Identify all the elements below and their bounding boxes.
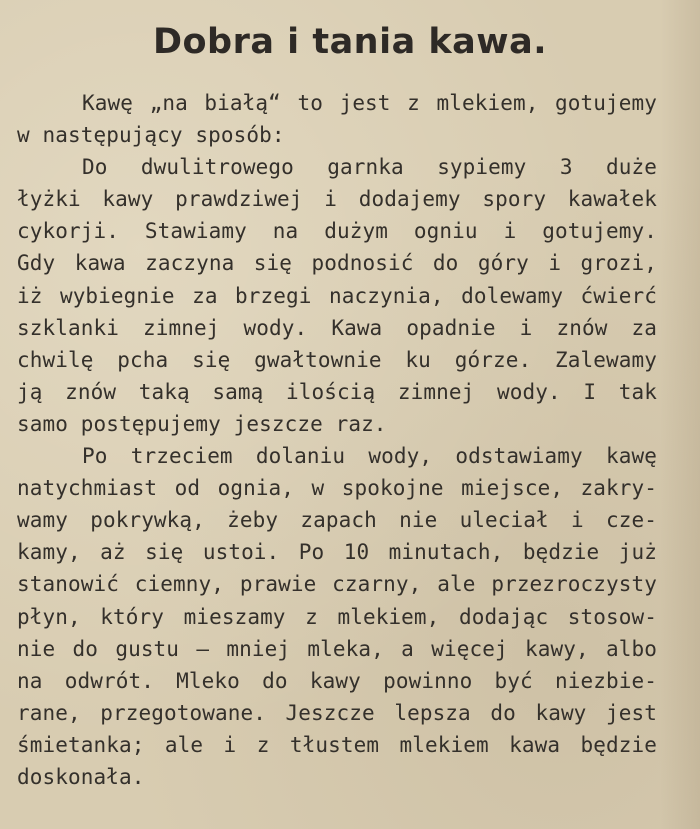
text-line: na odwrót. Mleko do kawy powinno być niezbie- [17,668,657,693]
article-body [17,87,657,793]
article-title: Dobra i tania kawa. [152,22,548,62]
text-line: natychmiast od ognia, w spokojne miejsce, zakry- [17,476,657,501]
text-line: płyn, który mieszamy z mlekiem, dodając stosow- [17,604,657,629]
text-line: Kawę „na białą“ to jest z mlekiem, gotujemy [82,91,657,115]
text-line: iż wybiegnie za brzegi naczynia, dolewamy ćwierć [17,283,657,308]
text-line: kamy, aż się ustoi. Po 10 minutach, będzie już [17,540,657,565]
text-line: chwilę pcha się gwałtownie ku górze. Zalewamy [17,347,657,372]
text-line: doskonała. [17,764,145,789]
text-line: w następujący sposób: [17,123,285,148]
text-line: śmietanka; ale i z tłustem mlekiem kawa będzie [17,732,657,757]
text-line: Gdy kawa zaczyna się podnosić do góry i grozi, [17,251,657,276]
text-line: łyżki kawy prawdziwej i dodajemy spory kawałek [17,187,657,212]
text-line: ją znów taką samą ilością zimnej wody. I tak [17,379,657,404]
text-line: cykorji. Stawiamy na dużym ogniu i gotujemy. [17,219,657,244]
text-line: wamy pokrywką, żeby zapach nie uleciał i cze- [17,508,657,533]
text-line: rane, przegotowane. Jeszcze lepsza do kawy jest [17,700,657,725]
text-line: Do dwulitrowego garnka sypiemy 3 duże [82,155,657,180]
text-line: Po trzeciem dolaniu wody, odstawiamy kawę [82,444,657,469]
text-line: nie do gustu — mniej mleka, a więcej kawy, albo [17,636,657,661]
page-edge-shadow [660,0,700,829]
text-line: stanowić ciemny, prawie czarny, ale przezroczysty [17,572,657,597]
text-line: samo postępujemy jeszcze raz. [17,411,387,436]
text-line: szklanki zimnej wody. Kawa opadnie i znów za [17,315,657,340]
